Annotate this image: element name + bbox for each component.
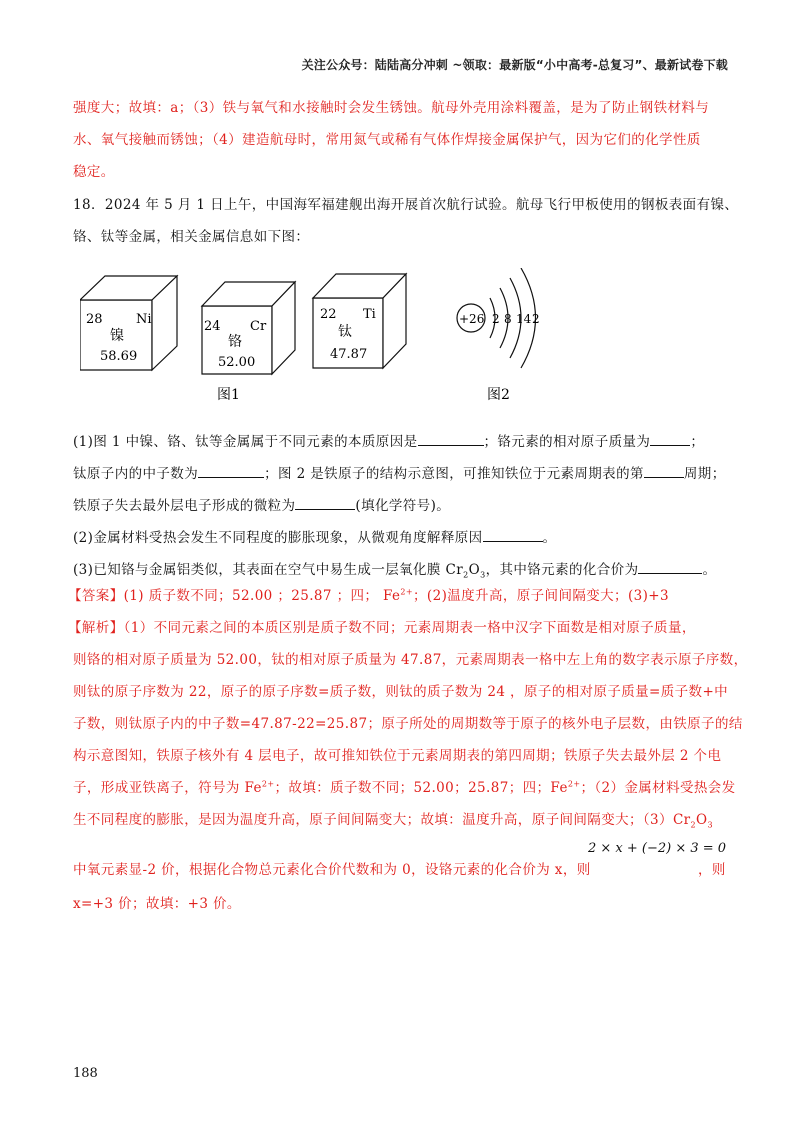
ti-atomic-number: 22 <box>320 307 337 322</box>
equation: 2 × x + (−2) × 3 = 0 <box>588 841 727 856</box>
analysis-line-1: 【解析】（1）不同元素之间的本质区别是质子数不同；元素周期表一格中汉字下面数是相对原子质量， <box>68 620 696 636</box>
ni-atomic-number: 28 <box>86 312 103 327</box>
element-cube-ti <box>313 274 406 368</box>
shell-electrons-1: 2 <box>492 312 500 326</box>
analysis-line-7: 生不同程度的膨胀，是因为温度升高，原子间间隔变大；故填：温度升高，原子间间隔变大；$(3)Cr_2O_3$ <box>73 812 713 830</box>
iron-atom-diagram <box>457 268 540 368</box>
blank-1[interactable] <box>418 433 484 446</box>
page-number: 188 <box>73 1066 98 1081</box>
ti-mass: 47.87 <box>330 347 368 362</box>
shell-electrons-4: 2 <box>532 312 540 326</box>
analysis-line-2: 则铬的相对原子质量为 52.00，钛的相对原子质量为 47.87，元素周期表一格中左上角的数字表示原子序数， <box>73 652 748 668</box>
subquestion-1-line-1: (1)图 1 中镍、铬、钛等金属属于不同元素的本质原因是 ；铬元素的相对原子质量为 ； <box>73 434 705 450</box>
analysis-line-8: 中氧元素显-2 价，根据化合物总元素化合价代数和为 0，设铬元素的化合价为 x，则 <box>73 862 591 878</box>
subquestion-2-line: (2)金属材料受热会发生不同程度的膨胀现象，从微观角度解释原因 。 <box>73 530 557 546</box>
nucleus-charge: +26 <box>459 312 485 326</box>
ni-mass: 58.69 <box>100 349 138 364</box>
prev-answer-line-2: 水、氧气接触而锈蚀；（4）建造航母时，常用氮气或稀有气体作焊接金属保护气，因为它们的化学性质 <box>73 132 701 148</box>
subquestion-3-line: (3)已知铬与金属铝类似，其表面在空气中易生成一层氧化膜 $Cr_2O_3$，其中铬元素的化合价为 。 <box>73 562 717 580</box>
analysis-line-5: 构示意图知，铁原子核外有 4 层电子，故可推知铁位于元素周期表的第四周期；铁原子失去最外层 2 个电 <box>73 748 722 764</box>
element-cube-ni <box>80 276 177 370</box>
analysis-line-9: x=+3 价；故填：+3 价。 <box>73 896 241 912</box>
analysis-tag: 【解析】 <box>68 620 124 636</box>
question-18-line-1: 18．2024 年 5 月 1 日上午，中国海军福建舰出海开展首次航行试验。航母飞行甲板使用的钢板表面有镍、 <box>73 197 739 213</box>
figures-area <box>80 268 580 408</box>
blank-5[interactable] <box>295 497 355 510</box>
subquestion-1-line-3: 铁原子失去最外层电子形成的微粒为 (填化学符号)。 <box>73 498 451 514</box>
prev-answer-line-1: 强度大；故填：a；（3）铁与氧气和水接触时会发生锈蚀。航母外壳用涂料覆盖，是为了防止钢铁材料与 <box>73 100 710 116</box>
page-header: 关注公众号：陆陆高分冲刺 ~领取：最新版“小中高考-总复习”、最新试卷下载 <box>301 58 728 72</box>
analysis-line-8-end: ，则 <box>698 862 726 878</box>
figure-1-caption: 图1 <box>217 387 240 403</box>
ti-name: 钛 <box>338 324 352 340</box>
ti-symbol: Ti <box>363 307 376 322</box>
question-18-line-2: 铬、钛等金属，相关金属信息如下图： <box>73 229 310 245</box>
answer-line: 【答案】(1) 质子数不同；52.00 ；25.87 ；四； $Fe^{2+}$；(2)温度升高，原子间间隔变大；(3)+3 <box>68 587 669 604</box>
analysis-line-3: 则钛的原子序数为 22，原子的原子序数=质子数，则钛的质子数为 24 ，原子的相对原子质量=质子数+中 <box>73 684 729 700</box>
prev-answer-line-3: 稳定。 <box>73 164 115 180</box>
shell-electrons-2: 8 <box>504 312 512 326</box>
cr-symbol: Cr <box>250 319 267 334</box>
shell-electrons-3: 14 <box>516 312 532 326</box>
subquestion-1-line-2: 钛原子内的中子数为 ；图 2 是铁原子的结构示意图，可推知铁位于元素周期表的第 周期； <box>73 466 726 482</box>
ni-symbol: Ni <box>136 312 152 327</box>
cr-name: 铬 <box>228 334 242 350</box>
blank-2[interactable] <box>650 433 690 446</box>
analysis-line-4: 子数，则钛原子内的中子数=47.87-22=25.87；原子所处的周期数等于原子的核外电子层数，由铁原子的结 <box>73 716 743 732</box>
element-cube-cr <box>202 282 295 374</box>
blank-4[interactable] <box>644 465 684 478</box>
ni-name: 镍 <box>110 328 124 344</box>
blank-3[interactable] <box>198 465 264 478</box>
blank-7[interactable] <box>638 561 702 574</box>
figure-svg <box>80 268 580 408</box>
blank-6[interactable] <box>483 529 543 542</box>
figure-2-caption: 图2 <box>487 387 510 403</box>
cr-mass: 52.00 <box>218 355 256 370</box>
analysis-line-6: 子，形成亚铁离子，符号为 $Fe^{2+}$；故填：质子数不同；52.00；25.87；四；$Fe^{2+}$；（2）金属材料受热会发 <box>73 779 736 796</box>
cr-atomic-number: 24 <box>204 319 221 334</box>
answer-tag: 【答案】 <box>68 588 124 604</box>
